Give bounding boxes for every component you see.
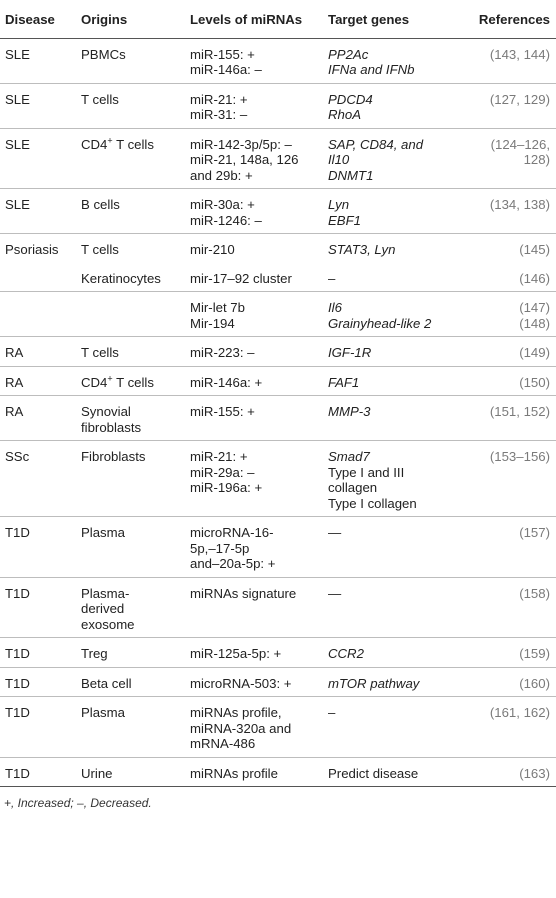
targets-cell: STAT3, Lyn — [328, 242, 396, 257]
references-cell: (146) — [464, 263, 556, 292]
disease-cell — [0, 263, 76, 292]
table-row — [0, 441, 556, 517]
disease-cell — [0, 292, 76, 337]
disease-cell: SSc — [0, 441, 76, 517]
targets-cell: Il6 Grainyhead-like 2 — [323, 292, 464, 337]
origins-cell: Urine — [76, 757, 185, 787]
levels-cell: Mir-let 7b Mir-194 — [185, 292, 323, 337]
references-cell: (157) — [464, 517, 556, 578]
origins-cell: Fibroblasts — [76, 441, 185, 517]
table-footnote: +, Increased; –, Decreased. — [4, 796, 152, 810]
references-cell: (163) — [464, 757, 556, 787]
disease-cell: SLE — [0, 83, 76, 128]
targets-cell: mTOR pathway — [323, 667, 464, 697]
table-row — [0, 234, 556, 263]
header-levels: Levels of miRNAs — [185, 0, 323, 38]
levels-cell: miR-155: + — [185, 396, 323, 441]
origins-cell: Synovial fibroblasts — [76, 396, 185, 441]
references-cell: (160) — [464, 667, 556, 697]
disease-cell: T1D — [0, 667, 76, 697]
header-row — [0, 0, 556, 38]
disease-cell: SLE — [0, 189, 76, 234]
targets-cell: CCR2 — [323, 638, 464, 668]
targets-cell: — — [323, 577, 464, 638]
table-row — [0, 128, 556, 189]
targets-cell: – — [323, 263, 464, 292]
origins-cell: B cells — [76, 189, 185, 234]
levels-cell: miRNAs signature — [185, 577, 323, 638]
table-row — [0, 396, 556, 441]
levels-cell: mir-210 — [190, 242, 235, 257]
references-cell: (143, 144) — [464, 38, 556, 83]
table-row — [0, 189, 556, 234]
origins-cell: T cells — [76, 337, 185, 367]
references-cell: (150) — [464, 366, 556, 396]
targets-cell: MMP-3 — [323, 396, 464, 441]
references-cell: (149) — [464, 337, 556, 367]
disease-cell: SLE — [0, 38, 76, 83]
origins-cell: T cells — [76, 83, 185, 128]
disease-cell: RA — [0, 396, 76, 441]
origins-cell: Beta cell — [76, 667, 185, 697]
origins-cell: T cells — [81, 242, 119, 257]
header-disease: Disease — [0, 0, 76, 38]
origins-cell: CD4+ T cells — [76, 366, 185, 396]
table-row — [0, 757, 556, 787]
levels-cell: miR-155: + miR-146a: – — [185, 38, 323, 83]
origins-cell: Plasma — [76, 697, 185, 758]
references-cell: (147) (148) — [464, 292, 556, 337]
origins-cell: CD4+ T cells — [76, 128, 185, 189]
header-origins: Origins — [76, 0, 185, 38]
table-row — [0, 667, 556, 697]
targets-cell: FAF1 — [323, 366, 464, 396]
targets-cell: – — [323, 697, 464, 758]
targets-cell: PDCD4 RhoA — [323, 83, 464, 128]
disease-cell: T1D — [0, 638, 76, 668]
disease-cell: RA — [0, 337, 76, 367]
references-cell: (151, 152) — [464, 396, 556, 441]
levels-cell: miRNAs profile, miRNA-320a and mRNA-486 — [185, 697, 323, 758]
disease-cell: RA — [0, 366, 76, 396]
table-row — [0, 577, 556, 638]
origins-cell: Plasma — [76, 517, 185, 578]
targets-cell: Smad7 Type I and III collagen Type I collagen — [323, 441, 464, 517]
header-targets: Target genes — [323, 0, 464, 38]
origins-cell: Keratinocytes — [76, 263, 185, 292]
table-row — [0, 38, 556, 83]
levels-cell: miR-30a: + miR-1246: – — [185, 189, 323, 234]
levels-cell: mir-17–92 cluster — [185, 263, 323, 292]
levels-cell: microRNA-16- 5p,–17-5p and–20a-5p: + — [185, 517, 323, 578]
targets-cell: Lyn EBF1 — [323, 189, 464, 234]
references-cell: (145) — [519, 242, 550, 257]
targets-cell: SAP, CD84, and Il10 DNMT1 — [323, 128, 464, 189]
references-cell: (124–126, 128) — [464, 128, 556, 189]
disease-cell: T1D — [0, 517, 76, 578]
disease-cell: T1D — [0, 757, 76, 787]
origins-cell: PBMCs — [76, 38, 185, 83]
references-cell: (134, 138) — [464, 189, 556, 234]
targets-cell: PP2Ac IFNa and IFNb — [323, 38, 464, 83]
levels-cell: miR-21: + miR-31: – — [185, 83, 323, 128]
targets-cell: — — [323, 517, 464, 578]
table-row — [0, 697, 556, 758]
references-cell: (161, 162) — [464, 697, 556, 758]
references-cell: (159) — [464, 638, 556, 668]
origins-cell: Plasma- derived exosome — [76, 577, 185, 638]
targets-cell: Predict disease — [323, 757, 464, 787]
levels-cell: miR-125a-5p: + — [185, 638, 323, 668]
references-cell: (127, 129) — [464, 83, 556, 128]
table-row — [0, 263, 556, 292]
table-row — [0, 292, 556, 337]
levels-cell: miR-142-3p/5p: – miR-21, 148a, 126 and 29b: + — [185, 128, 323, 189]
disease-cell: T1D — [0, 577, 76, 638]
levels-cell: miR-223: – — [185, 337, 323, 367]
table-row — [0, 83, 556, 128]
table-row — [0, 517, 556, 578]
levels-cell: miR-146a: + — [185, 366, 323, 396]
table-row — [0, 337, 556, 367]
targets-cell: IGF-1R — [323, 337, 464, 367]
levels-cell: miRNAs profile — [185, 757, 323, 787]
origins-cell — [76, 292, 185, 337]
levels-cell: microRNA-503: + — [185, 667, 323, 697]
disease-cell: T1D — [0, 697, 76, 758]
table-row — [0, 366, 556, 396]
table-row — [0, 638, 556, 668]
origins-cell: Treg — [76, 638, 185, 668]
disease-cell: Psoriasis — [5, 242, 59, 257]
levels-cell: miR-21: + miR-29a: – miR-196a: + — [185, 441, 323, 517]
header-references: References — [464, 0, 556, 38]
disease-cell: SLE — [0, 128, 76, 189]
references-cell: (158) — [464, 577, 556, 638]
references-cell: (153–156) — [464, 441, 556, 517]
